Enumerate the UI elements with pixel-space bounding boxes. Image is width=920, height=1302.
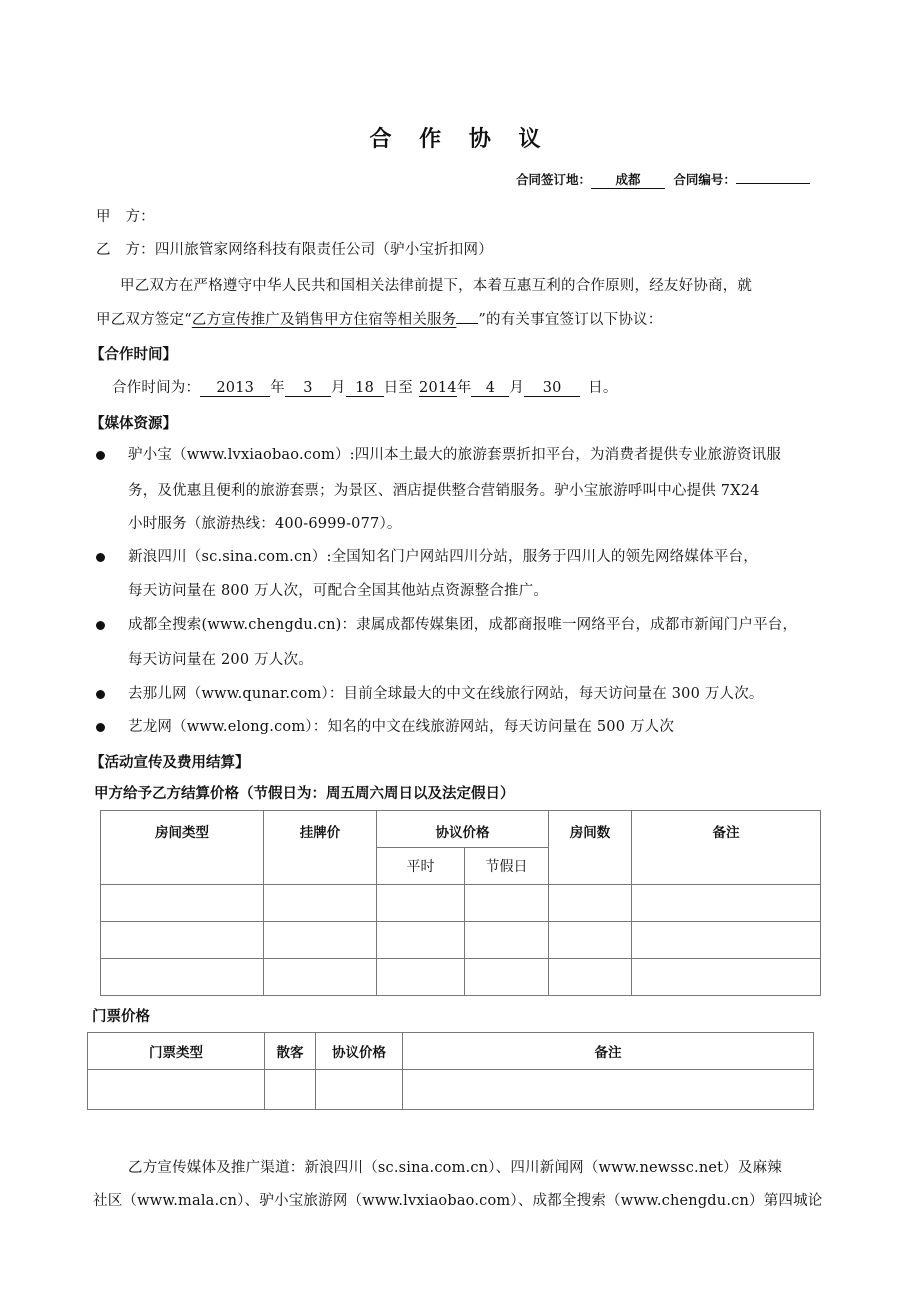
- cooperation-period: [112, 378, 618, 398]
- contract-number-value: [736, 183, 810, 184]
- cell[interactable]: [549, 922, 632, 959]
- header-walk-in: 散客: [265, 1033, 316, 1070]
- party-b-label: 乙 方：: [96, 242, 155, 258]
- end-month: 4: [471, 380, 509, 397]
- intro-line-1: 甲乙双方在严格遵守中华人民共和国相关法律前提下，本着互惠互利的合作原则，经友好协商，就: [120, 278, 753, 294]
- period-label: 合作时间为：: [112, 380, 201, 396]
- intro-suffix: ”的有关事宜签订以下协议：: [478, 312, 663, 328]
- media-item-2-line-1: 新浪四川（sc.sina.com.cn）:全国知名门户网站四川分站，服务于四川人的领先网络媒体平台，: [128, 549, 758, 565]
- media-item-3-line-2: 每天访问量在 200 万人次。: [128, 652, 313, 668]
- cell[interactable]: [403, 1070, 814, 1110]
- header-remarks: 备注: [632, 811, 821, 885]
- cell[interactable]: [377, 922, 465, 959]
- media-item-2-line-2: 每天访问量在 800 万人次，可配合全国其他站点资源整合推广。: [128, 583, 549, 599]
- month-char: 月: [330, 380, 346, 396]
- table-row: [101, 885, 821, 922]
- cell[interactable]: [632, 959, 821, 996]
- header-room-count: 房间数: [549, 811, 632, 885]
- cell[interactable]: [465, 959, 549, 996]
- party-a-label: 甲 方：: [96, 209, 155, 225]
- party-a: [96, 207, 155, 227]
- ticket-price-table: [87, 1032, 814, 1110]
- document-title: 合 作 协 议: [369, 127, 551, 152]
- end-year: 2014: [419, 380, 457, 396]
- cell[interactable]: [265, 1070, 316, 1110]
- ticket-price-heading: 门票价格: [92, 1009, 150, 1025]
- start-year: 2013: [200, 380, 270, 397]
- contract-meta: [516, 170, 810, 189]
- header-list-price: 挂牌价: [264, 811, 377, 885]
- cell[interactable]: [264, 922, 377, 959]
- header-holiday: 节假日: [465, 848, 549, 885]
- promotion-line-1: 乙方宣传媒体及推广渠道：新浪四川（sc.sina.com.cn）、四川新闻网（www.newssc.net）及麻辣: [128, 1160, 782, 1176]
- header-ticket-type: 门票类型: [88, 1033, 265, 1070]
- bullet-icon: [96, 723, 105, 732]
- cell[interactable]: [632, 922, 821, 959]
- cell[interactable]: [101, 922, 264, 959]
- media-item-4-line-1: 去那儿网（www.qunar.com）：目前全球最大的中文在线旅行网站，每天访问量在 300 万人次。: [128, 686, 764, 702]
- section-settlement: 【活动宣传及费用结算】: [90, 755, 250, 771]
- cell[interactable]: [264, 885, 377, 922]
- party-b-value: 四川旅管家网络科技有限责任公司（驴小宝折扣网）: [154, 242, 493, 258]
- end-day: 30: [524, 380, 580, 397]
- signing-place-value: 成都: [591, 172, 665, 189]
- promotion-line-2: 社区（www.mala.cn）、驴小宝旅游网（www.lvxiaobao.com）、成都全搜索（www.chengdu.cn）第四城论: [93, 1193, 823, 1209]
- intro-line-2: [96, 309, 662, 330]
- header-room-type: 房间类型: [101, 811, 264, 885]
- table-row: [101, 922, 821, 959]
- cell[interactable]: [465, 922, 549, 959]
- start-month: 3: [285, 380, 331, 397]
- cell[interactable]: [465, 885, 549, 922]
- cell[interactable]: [101, 959, 264, 996]
- start-day: 18: [346, 380, 384, 397]
- section-media-resources: 【媒体资源】: [90, 416, 177, 432]
- cell[interactable]: [316, 1070, 403, 1110]
- media-item-5-line-1: 艺龙网（www.elong.com）：知名的中文在线旅游网站，每天访问量在 500 万人次: [128, 719, 675, 735]
- contract-number-label: 合同编号：: [673, 172, 736, 187]
- header-weekday: 平时: [377, 848, 465, 885]
- cell[interactable]: [549, 885, 632, 922]
- intro-prefix: 甲乙双方签定“: [96, 312, 192, 328]
- table-row: [101, 959, 821, 996]
- section-cooperation-time: 【合作时间】: [90, 347, 177, 363]
- media-item-1-line-2: 务，及优惠且便利的旅游套票；为景区、酒店提供整合营销服务。驴小宝旅游呼叫中心提供 7X24: [128, 483, 760, 499]
- bullet-icon: [96, 451, 105, 460]
- cell[interactable]: [101, 885, 264, 922]
- party-b: [96, 240, 493, 260]
- room-price-table: [100, 810, 821, 996]
- cell[interactable]: [377, 885, 465, 922]
- media-item-1-line-1: 驴小宝（www.lvxiaobao.com）:四川本土最大的旅游套票折扣平台，为消费者提供专业旅游资讯服: [128, 447, 782, 463]
- settlement-subheading: 甲方给予乙方结算价格（节假日为：周五周六周日以及法定假日）: [94, 786, 515, 802]
- media-item-1-line-3: 小时服务（旅游热线：400-6999-077）。: [128, 516, 402, 532]
- cell[interactable]: [632, 885, 821, 922]
- subject-underline-pad: [456, 309, 478, 324]
- header-agreed-price: 协议价格: [377, 811, 549, 848]
- month-char-2: 月: [509, 380, 525, 396]
- day-to: 日至: [383, 380, 414, 396]
- table-row: [88, 1070, 814, 1110]
- header-agreed-price: 协议价格: [316, 1033, 403, 1070]
- signing-place-label: 合同签订地：: [516, 172, 592, 187]
- cell[interactable]: [549, 959, 632, 996]
- bullet-icon: [96, 690, 105, 699]
- day-end: 日。: [588, 380, 618, 396]
- media-item-3-line-1: 成都全搜索(www.chengdu.cn)：隶属成都传媒集团，成都商报唯一网络平台，成都市新闻门户平台，: [128, 617, 798, 633]
- year-char-2: 年: [456, 380, 472, 396]
- cell[interactable]: [377, 959, 465, 996]
- cell[interactable]: [264, 959, 377, 996]
- year-char: 年: [270, 380, 285, 396]
- cell[interactable]: [88, 1070, 265, 1110]
- bullet-icon: [96, 621, 105, 630]
- agreement-subject: 乙方宣传推广及销售甲方住宿等相关服务: [191, 312, 457, 328]
- header-remarks: 备注: [403, 1033, 814, 1070]
- bullet-icon: [96, 553, 105, 562]
